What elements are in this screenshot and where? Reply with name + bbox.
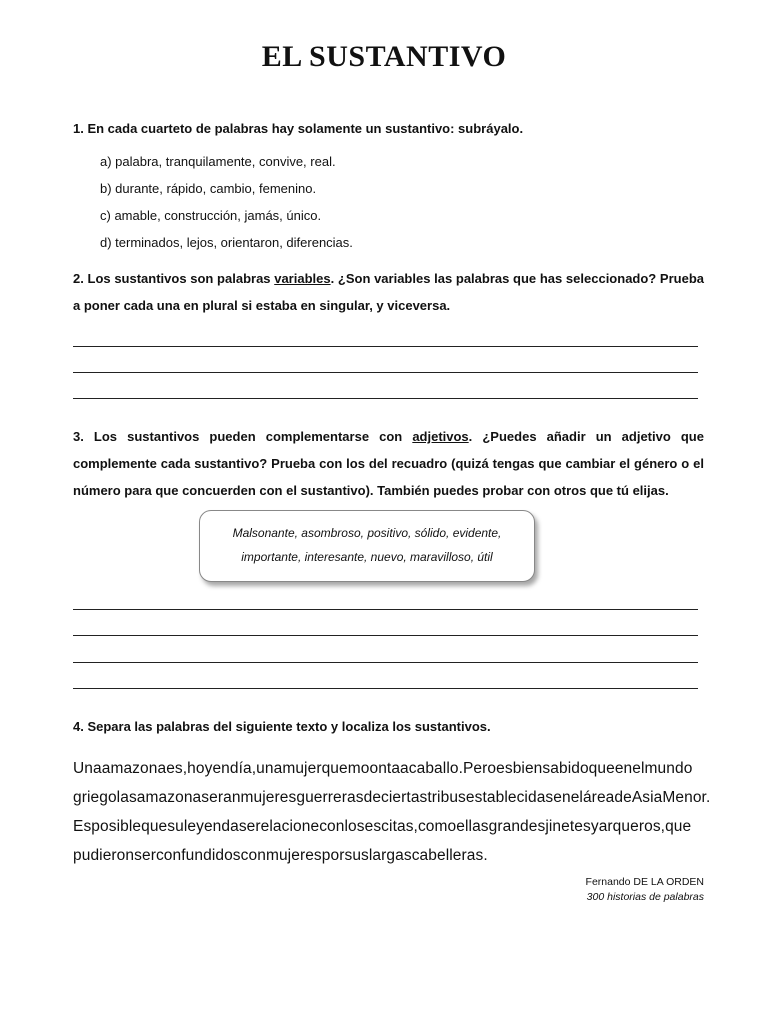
answer-line[interactable] <box>73 398 698 399</box>
question-1-prompt: 1. En cada cuarteto de palabras hay solamente un sustantivo: subráyalo. <box>73 121 524 136</box>
question-2-prompt <box>73 265 704 319</box>
question-1-option-b: b) durante, rápido, cambio, femenino. <box>100 181 317 196</box>
adjective-box-line-1: Malsonante, asombroso, positivo, sólido, evidente, <box>232 526 502 540</box>
answer-line[interactable] <box>73 635 698 636</box>
question-3-keyword: adjetivos <box>412 429 469 444</box>
citation-book: 300 historias de palabras <box>586 891 704 903</box>
question-2-text-end: . ¿Son variables las palabras que has seleccionado? Prueba a poner cada una en plural si estaba en singular, y viceversa. <box>73 271 705 313</box>
question-1-option-c: c) amable, construcción, jamás, único. <box>100 208 322 223</box>
joined-text-line-3: Esposiblequesuleyendaserelacioneconlosescitas,comoellasgrandesjinetesyarqueros,que <box>73 818 692 835</box>
answer-line[interactable] <box>73 372 698 373</box>
joined-text-line-4: pudieronserconfundidosconmujeresporsuslargascabelleras. <box>73 847 488 864</box>
question-1-option-a: a) palabra, tranquilamente, convive, real. <box>100 154 336 169</box>
joined-text-line-1: Unaamazonaes,hoyendía,unamujerquemoontaacaballo.Peroesbiensabidoqueenelmundo <box>73 760 693 777</box>
citation-author: Fernando DE LA ORDEN <box>585 876 704 888</box>
question-2-keyword: variables <box>274 271 331 286</box>
question-4-prompt: 4. Separa las palabras del siguiente texto y localiza los sustantivos. <box>73 719 491 734</box>
joined-text-line-2: griegolasamazonaseranmujeresguerrerasdeciertastribusestablecidasenelá​reade​AsiaMenor. <box>73 789 711 806</box>
adjective-box-line-2: importante, interesante, nuevo, maravilloso, útil <box>241 550 493 564</box>
question-2-text-start: 2. Los sustantivos son palabras <box>73 271 275 286</box>
question-3-prompt <box>73 423 704 504</box>
question-3-text-end: . ¿Puedes añadir un adjetivo que complemente cada sustantivo? Prueba con los del recuadro (quizá tengas que cambiar el género o el número para que concuerden con el sustantivo). También puedes probar con otros que tú elijas. <box>73 429 704 498</box>
page-title: EL SUSTANTIVO <box>261 40 507 73</box>
answer-line[interactable] <box>73 346 698 347</box>
answer-line[interactable] <box>73 609 698 610</box>
adjective-box <box>199 510 535 582</box>
answer-line[interactable] <box>73 662 698 663</box>
answer-line[interactable] <box>73 688 698 689</box>
question-3-text-start: 3. Los sustantivos pueden complementarse con <box>73 429 413 444</box>
question-1-option-d: d) terminados, lejos, orientaron, diferencias. <box>100 235 353 250</box>
